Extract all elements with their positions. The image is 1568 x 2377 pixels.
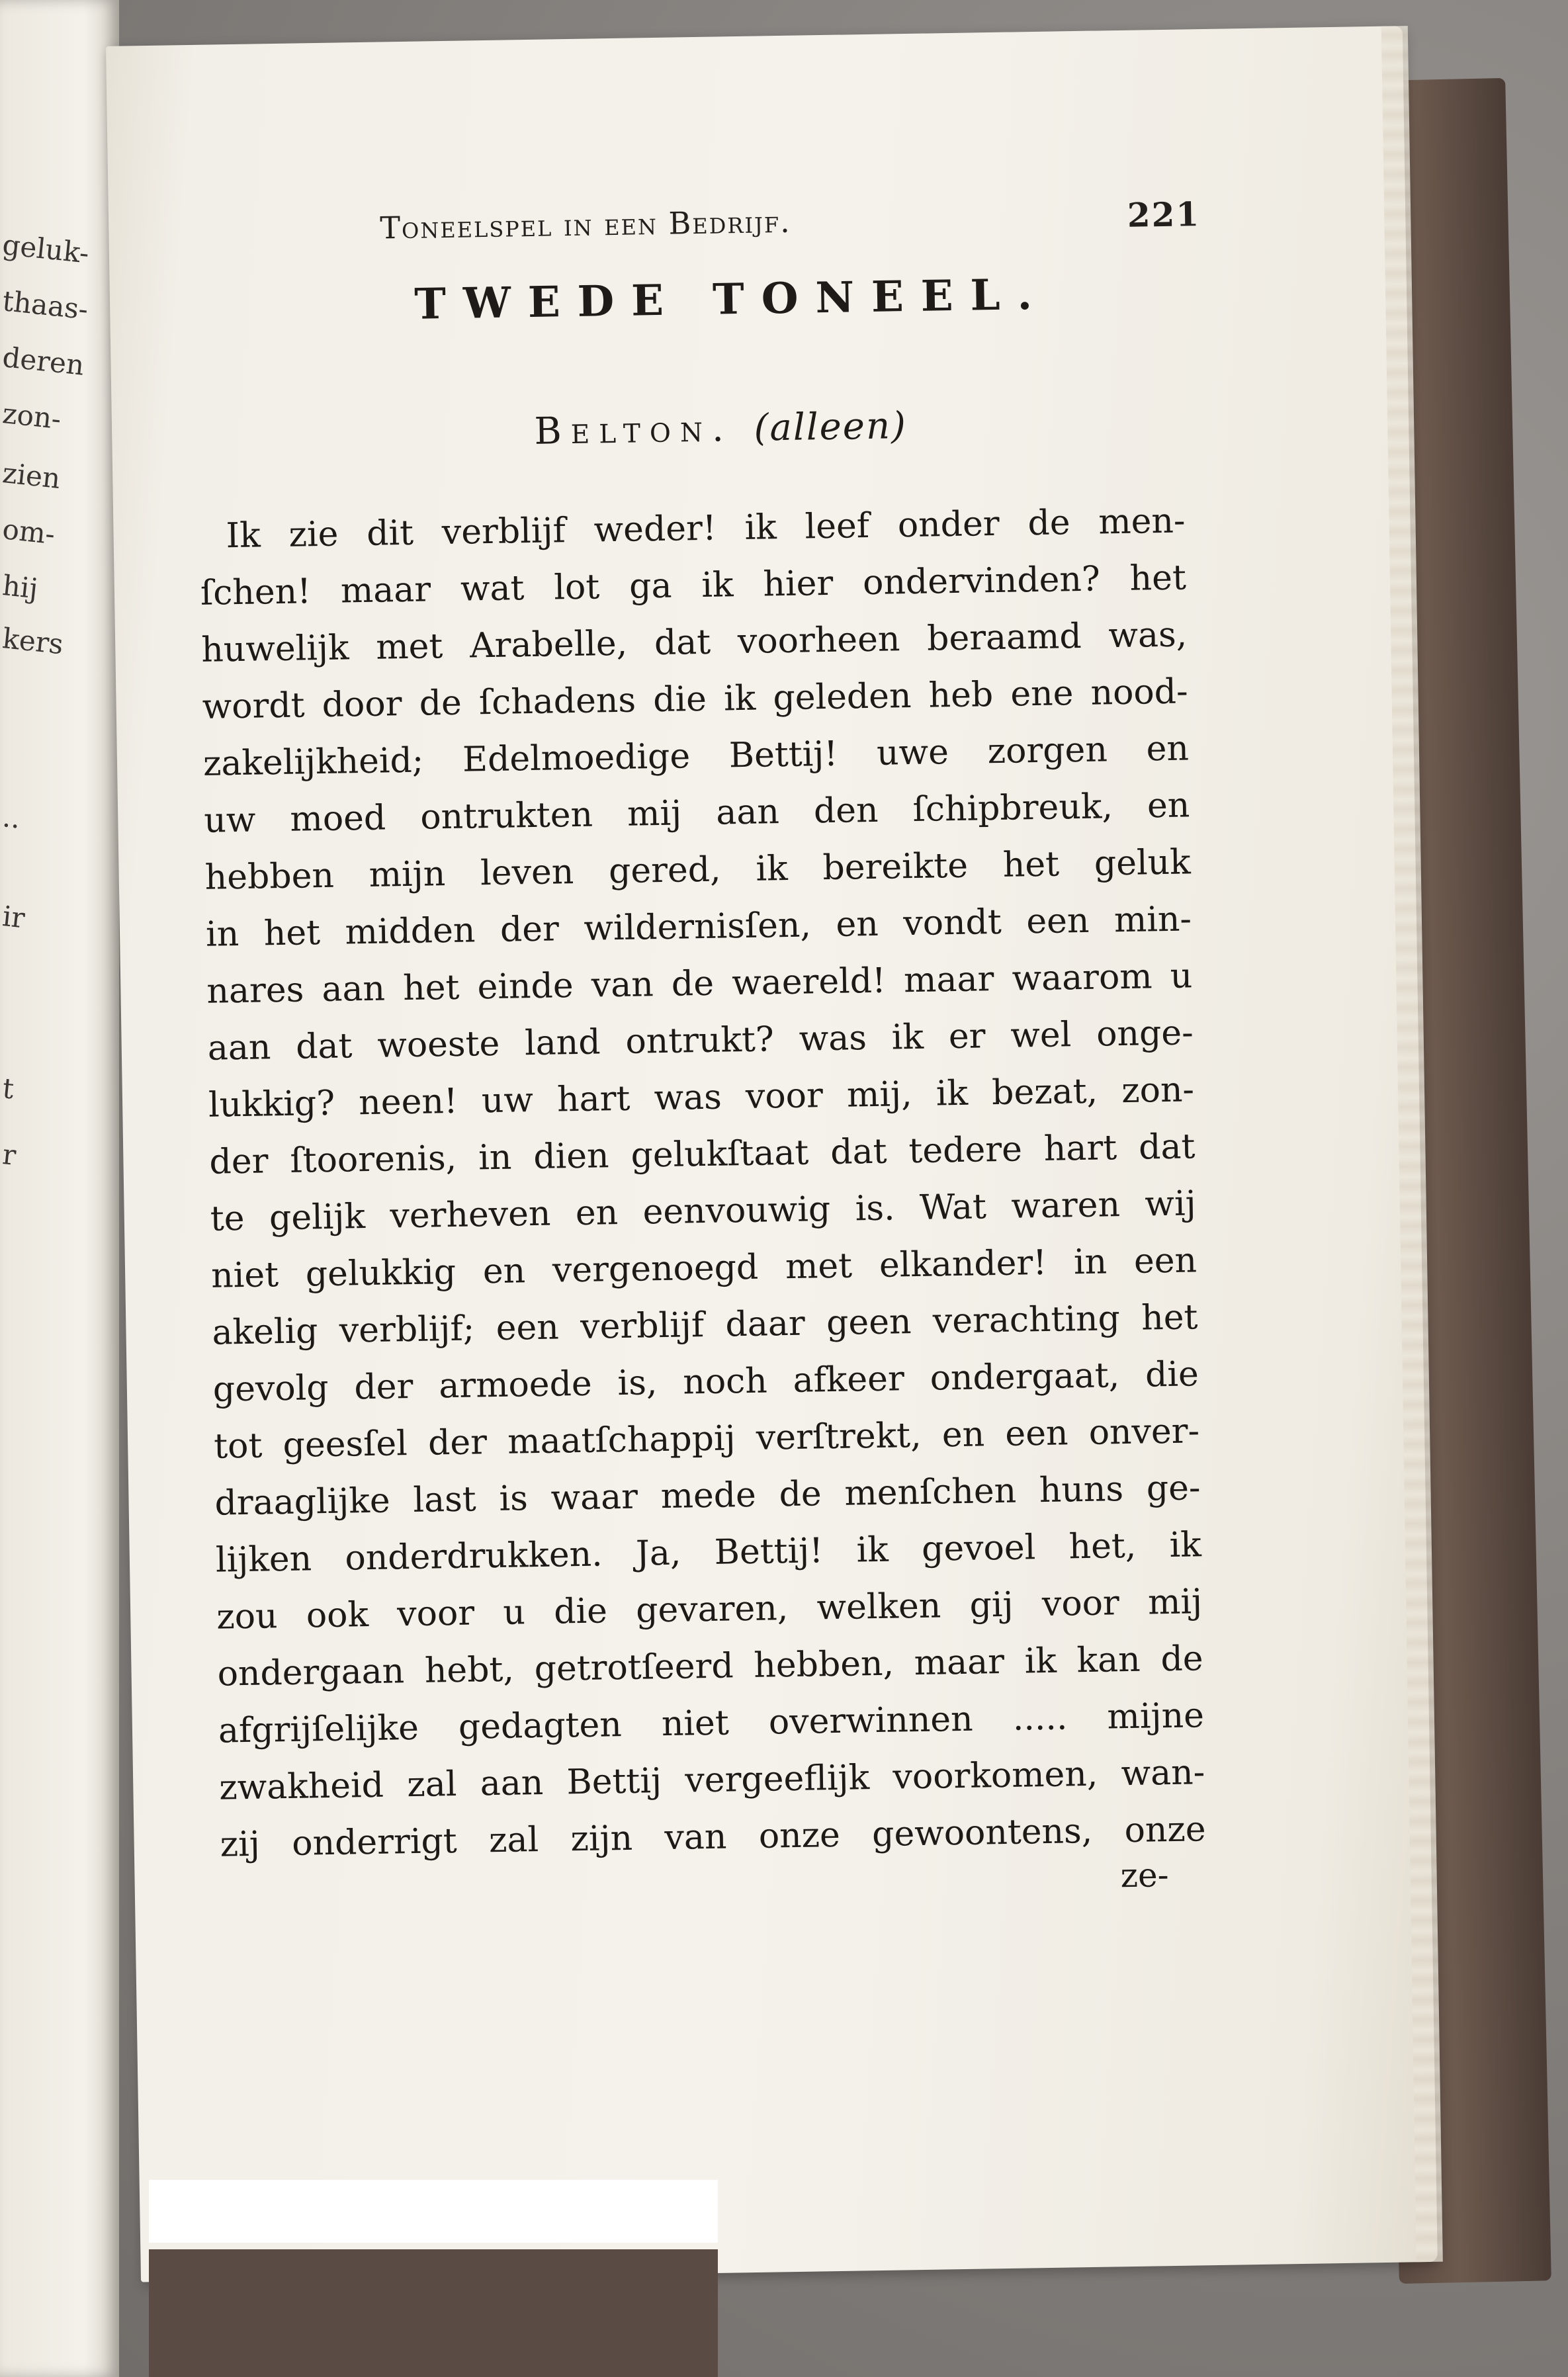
text-line: in het midden der wildernisſen, en vondt een min- bbox=[205, 899, 1192, 955]
text-line: tot geesſel der maatſchappij verſtrekt, en een onver- bbox=[213, 1411, 1200, 1467]
left-page-fragment: zien bbox=[1, 456, 62, 496]
text-line: ſchen! maar wat lot ga ik hier ondervinden? het bbox=[200, 558, 1187, 613]
text-line: zij onderrigt zal zijn van onze gewoontens, onze bbox=[220, 1809, 1207, 1865]
text-line: hebben mijn leven gered, ik bereikte het geluk bbox=[204, 842, 1192, 898]
left-page bbox=[0, 0, 119, 2377]
left-page-fragment: .. bbox=[1, 800, 22, 835]
body-text bbox=[199, 492, 1206, 1873]
left-page-fragment: hij bbox=[1, 569, 40, 605]
scene-title: TWEDE TONEEL. bbox=[414, 269, 1050, 329]
text-line: zakelijkheid; Edelmoedige Bettij! uwe zorgen en bbox=[202, 728, 1190, 784]
left-page-fragment: r bbox=[1, 1138, 18, 1172]
text-line: Ik zie dit verblijf weder! ik leef onder de men- bbox=[226, 501, 1186, 556]
left-page-fragment: om- bbox=[1, 513, 57, 551]
left-page-fragment: thaas- bbox=[1, 284, 90, 326]
text-line: akelig verblijf; een verblijf daar geen verachting het bbox=[212, 1297, 1198, 1353]
left-page-fragment: kers bbox=[1, 622, 65, 661]
text-line: wordt door de ſchadens die ik geleden heb ene nood- bbox=[202, 671, 1188, 727]
right-page bbox=[106, 26, 1438, 2282]
text-line: te gelijk verheven en eenvouwig is. Wat waren wij bbox=[210, 1184, 1197, 1239]
text-line: zwakheid zal aan Bettij vergeeflijk voorkomen, wan- bbox=[218, 1752, 1205, 1808]
speaker-heading bbox=[423, 402, 1019, 454]
running-head bbox=[380, 194, 1201, 246]
text-line: aan dat woeste land ontrukt? was ik er wel onge- bbox=[207, 1013, 1194, 1068]
text-line: niet gelukkig en vergenoegd met elkander! in een bbox=[210, 1240, 1198, 1296]
text-line: huwelijk met Arabelle, dat voorheen beraamd was, bbox=[200, 615, 1188, 670]
text-line: draaglijke last is waar mede de menſchen huns ge- bbox=[214, 1468, 1201, 1524]
text-line: afgrijſelijke gedagten niet overwinnen ..... mijne bbox=[218, 1696, 1205, 1751]
catchword: ze- bbox=[1120, 1856, 1169, 1895]
text-line: lijken onderdrukken. Ja, Bettij! ik gevoel het, ik bbox=[215, 1525, 1202, 1580]
left-page-fragment: zon- bbox=[1, 397, 63, 436]
text-line: der ſtoorenis, in dien gelukſtaat dat tedere hart dat bbox=[209, 1127, 1196, 1182]
white-patch bbox=[149, 2180, 718, 2243]
text-line: uw moed ontrukten mij aan den ſchipbreuk, en bbox=[203, 785, 1190, 841]
text-line: lukkig? neen! uw hart was voor mij, ik bezat, zon- bbox=[208, 1070, 1195, 1125]
left-page-fragment: t bbox=[1, 1072, 16, 1105]
running-title: Toneelspel in een Bedrijf. bbox=[379, 203, 792, 246]
left-page-fragment: geluk- bbox=[1, 228, 91, 270]
stage-direction: (alleen) bbox=[754, 404, 908, 450]
text-line: nares aan het einde van de waereld! maar waarom u bbox=[206, 956, 1193, 1012]
cover-bottom-edge bbox=[149, 2249, 718, 2377]
left-page-fragment: ir bbox=[1, 900, 26, 935]
page-number: 221 bbox=[1127, 194, 1201, 235]
left-page-fragment: deren bbox=[1, 341, 86, 382]
text-line: zou ook voor u die gevaren, welken gij voor mij bbox=[216, 1582, 1203, 1637]
text-line: ondergaan hebt, getrotſeerd hebben, maar ik kan de bbox=[217, 1639, 1203, 1694]
speaker-name: Belton. bbox=[534, 407, 734, 453]
text-line: gevolg der armoede is, noch afkeer ondergaat, die bbox=[212, 1354, 1199, 1410]
